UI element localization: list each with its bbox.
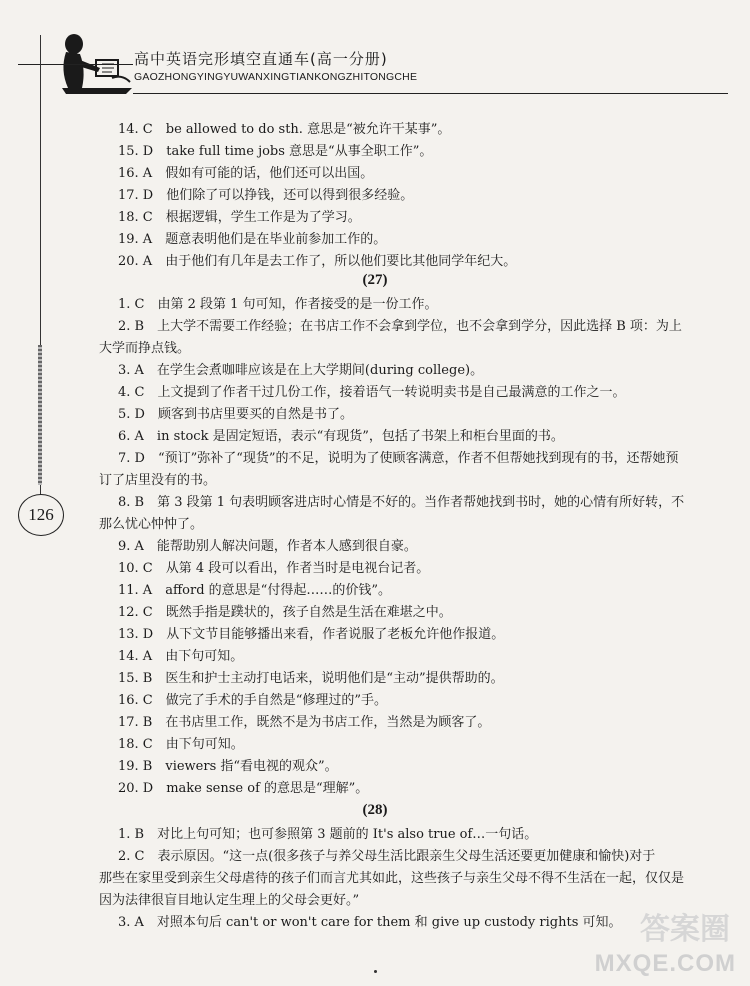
answer-line: 1. B 对比上句可知；也可参照第 3 题前的 It's also true of…一句话。 <box>118 827 538 842</box>
header-divider <box>133 93 728 94</box>
answer-line: 8. B 第 3 段第 1 句表明顾客进店时心情是不好的。当作者帮她找到书时，她的心情有所好转，不 <box>118 495 685 510</box>
answer-line: 13. D 从下文节目能够播出来看，作者说服了老板允许他作报道。 <box>118 627 505 642</box>
answer-line: 3. A 在学生会煮咖啡应该是在上大学期间(during college)。 <box>118 363 484 378</box>
answer-line: 那些在家里受到亲生父母虐待的孩子们而言尤其如此，这些孩子与亲生父母不得不生活在一起，仅仅是 <box>99 871 685 886</box>
answer-line: 16. C 做完了手术的手自然是“修理过的”手。 <box>118 693 388 708</box>
answer-line: 11. A afford 的意思是“付得起……的价钱”。 <box>118 583 391 598</box>
answer-line: 18. C 根据逻辑，学生工作是为了学习。 <box>118 210 361 225</box>
answer-line: 20. D make sense of 的意思是“理解”。 <box>118 781 369 796</box>
answer-line: 15. B 医生和护士主动打电话来，说明他们是“主动”提供帮助的。 <box>118 671 504 686</box>
answer-line: 订了店里没有的书。 <box>99 473 217 488</box>
answer-line: 大学而挣点钱。 <box>99 341 191 356</box>
answer-line: 15. D take full time jobs 意思是“从事全职工作”。 <box>118 144 433 159</box>
answer-line: 14. C be allowed to do sth. 意思是“被允许干某事”。 <box>118 122 451 137</box>
answer-line: 17. B 在书店里工作，既然不是为书店工作，当然是为顾客了。 <box>118 715 491 730</box>
page-header <box>0 0 750 100</box>
answer-line: 20. A 由于他们有几年是去工作了，所以他们要比其他同学年纪大。 <box>118 254 517 269</box>
page-number: 126 <box>18 494 64 536</box>
margin-line-shade <box>38 345 42 485</box>
watermark-cn: 答案圈 <box>640 912 730 947</box>
answer-line: 14. A 由下句可知。 <box>118 649 244 664</box>
book-title-pinyin: GAOZHONGYINGYUWANXINGTIANKONGZHITONGCHE <box>134 71 418 83</box>
section-heading: (27) <box>362 272 388 288</box>
answer-line: 3. A 对照本句后 can't or won't care for them 和 give up custody rights 可知。 <box>118 915 622 930</box>
header-rule-top <box>18 64 133 65</box>
answer-line: 10. C 从第 4 段可以看出，作者当时是电视台记者。 <box>118 561 430 576</box>
answer-line: 7. D “预订”弥补了“现货”的不足，说明为了使顾客满意，作者不但帮她找到现有的书，还帮她预 <box>118 451 679 466</box>
answer-line: 5. D 顾客到书店里要买的自然是书了。 <box>118 407 353 422</box>
book-title: 高中英语完形填空直通车(高一分册) <box>134 50 388 68</box>
answer-line: 1. C 由第 2 段第 1 句可知，作者接受的是一份工作。 <box>118 297 438 312</box>
answer-line: 19. B viewers 指“看电视的观众”。 <box>118 759 338 774</box>
answer-line: 2. B 上大学不需要工作经验；在书店工作不会拿到学位，也不会拿到学分，因此选择 B 项：为上 <box>118 319 682 334</box>
answer-line: 16. A 假如有可能的话，他们还可以出国。 <box>118 166 374 181</box>
section-heading: (28) <box>362 802 388 818</box>
answer-line: 12. C 既然手指是蹼状的，孩子自然是生活在难堪之中。 <box>118 605 452 620</box>
answer-line: 4. C 上文提到了作者干过几份工作，接着语气一转说明卖书是自己最满意的工作之一。 <box>118 385 626 400</box>
page-dot <box>374 970 377 973</box>
answer-line: 2. C 表示原因。“这一点(很多孩子与养父母生活比跟亲生父母生活还要更加健康和愉快)对于 <box>118 849 656 864</box>
answer-line: 因为法律很盲目地认定生理上的父母会更好。” <box>99 893 360 908</box>
answer-line: 那么忧心忡忡了。 <box>99 517 204 532</box>
answer-line: 17. D 他们除了可以挣钱，还可以得到很多经验。 <box>118 188 414 203</box>
answer-line: 6. A in stock 是固定短语，表示“有现货”，包括了书架上和柜台里面的书。 <box>118 429 564 444</box>
answer-line: 18. C 由下句可知。 <box>118 737 244 752</box>
answer-line: 19. A 题意表明他们是在毕业前参加工作的。 <box>118 232 387 247</box>
watermark-en: MXQE.COM <box>594 950 736 977</box>
answer-line: 9. A 能帮助别人解决问题，作者本人感到很自豪。 <box>118 539 417 554</box>
